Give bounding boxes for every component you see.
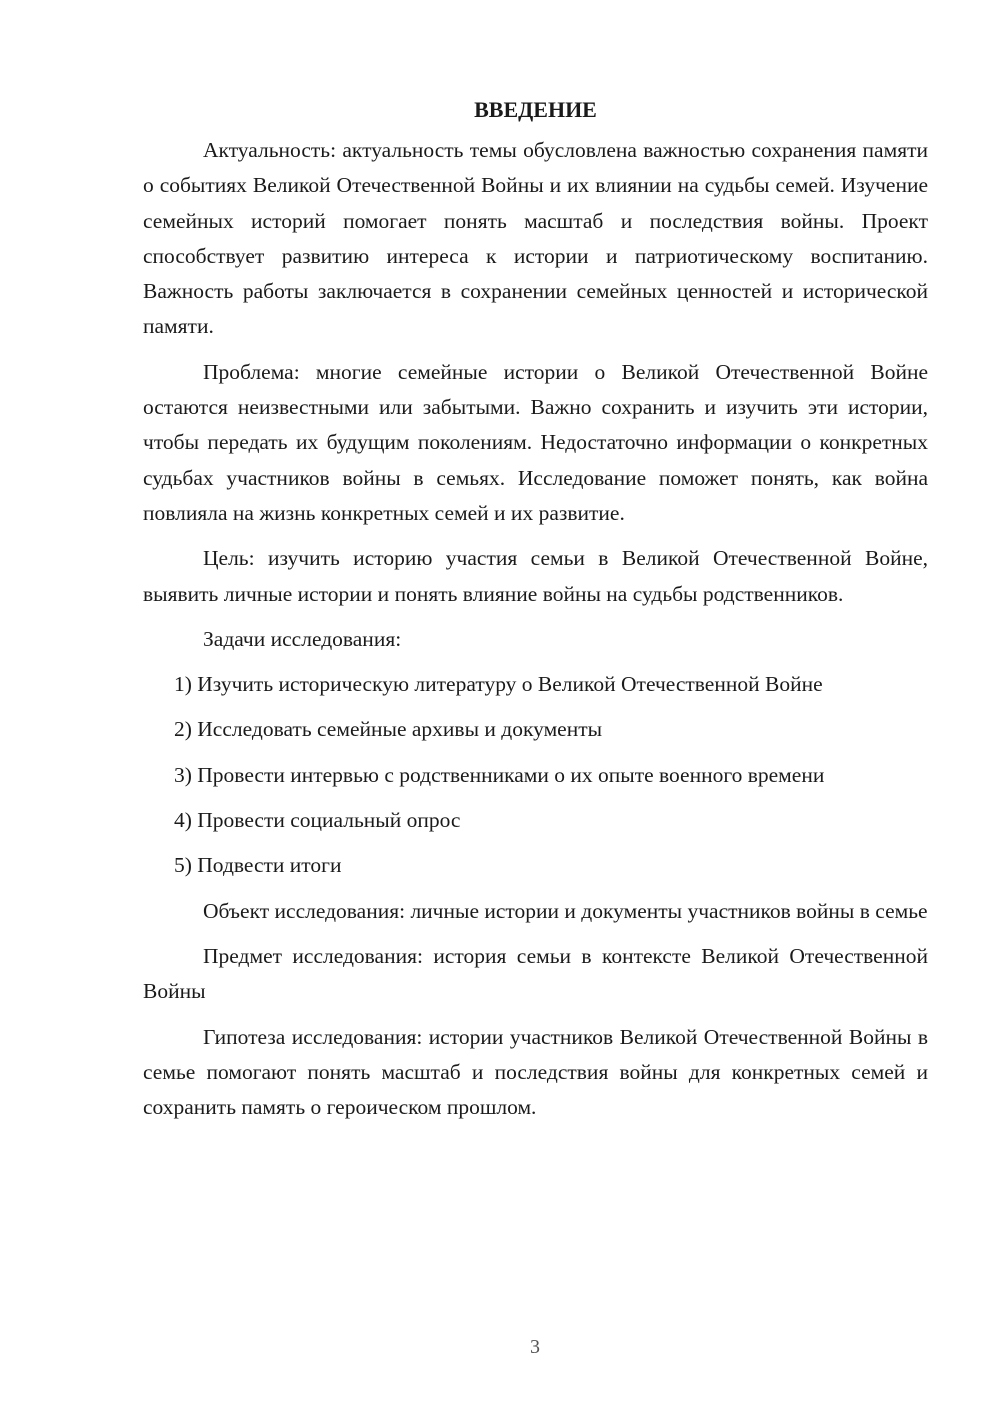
subject-paragraph: Предмет исследования: история семьи в контексте Великой Отечественной Войны bbox=[143, 943, 928, 1004]
task-item: 4) Провести социальный опрос bbox=[174, 808, 461, 833]
task-item: 2) Исследовать семейные архивы и документы bbox=[174, 717, 603, 742]
task-item: 1) Изучить историческую литературу о Великой Отечественной Войне bbox=[174, 672, 823, 697]
object-paragraph: Объект исследования: личные истории и документы участников войны в семье bbox=[203, 898, 928, 923]
tasks-list bbox=[143, 667, 928, 883]
problem-paragraph: Проблема: многие семейные истории о Великой Отечественной Войне остаются неизвестными или забытыми. Важно сохранить и изучить эти истории, чтобы передать их будущим поколениям. Недостаточно информации о конкретных судьбах участников войны в семьях. Исследование поможет понять, как война повлияла на жизнь конкретных семей и их развитие. bbox=[143, 359, 928, 525]
task-item: 5) Подвести итоги bbox=[174, 853, 342, 878]
goal-paragraph: Цель: изучить историю участия семьи в Великой Отечественной Войне, выявить личные истории и понять влияние войны на судьбы родственников. bbox=[143, 546, 928, 606]
document-page bbox=[143, 92, 928, 1135]
relevance-paragraph: Актуальность: актуальность темы обусловлена важностью сохранения памяти о событиях Великой Отечественной Войны и их влиянии на судьбы семей. Изучение семейных историй помогает понять масштаб и последствия войны. Проект способствует развитию интереса к истории и патриотическому воспитанию. Важность работы заключается в сохранении семейных ценностей и исторической памяти. bbox=[143, 138, 928, 339]
hypothesis-paragraph: Гипотеза исследования: истории участников Великой Отечественной Войны в семье помогают понять масштаб и последствия войны для конкретных семей и сохранить память о героическом прошлом. bbox=[143, 1024, 928, 1120]
task-item: 3) Провести интервью с родственниками о их опыте военного времени bbox=[174, 762, 825, 787]
page-number: 3 bbox=[530, 1336, 540, 1358]
tasks-title: Задачи исследования: bbox=[203, 626, 402, 651]
section-heading: ВВЕДЕНИЕ bbox=[474, 97, 597, 122]
